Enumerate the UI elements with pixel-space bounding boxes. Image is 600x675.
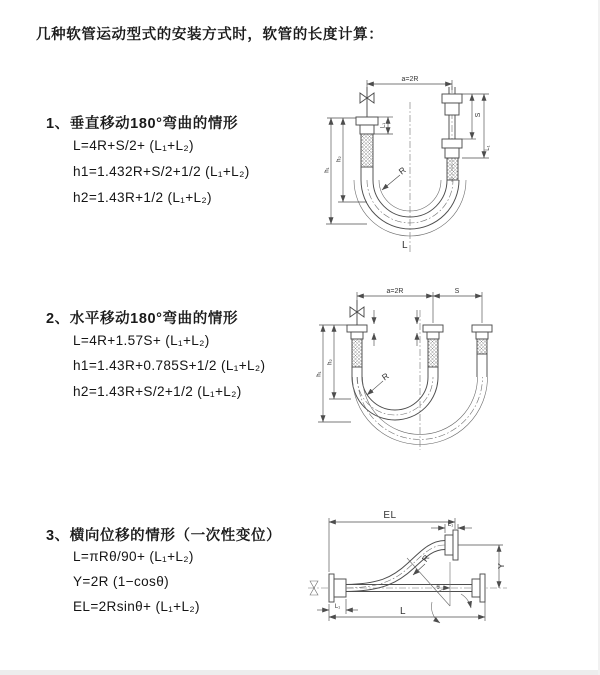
section-2-formula-L: L=4R+1.57S+ (L₁+L₂) — [73, 333, 210, 348]
dim-h1-label: h₁ — [316, 371, 323, 377]
dim-el-label: EL — [383, 510, 397, 521]
section-1-formula-h2: h2=1.43R+1/2 (L₁+L₂) — [73, 190, 212, 205]
dimension-el — [329, 510, 455, 572]
dim-l-label: L — [399, 606, 407, 617]
dimension-r — [382, 165, 408, 190]
section-3-heading: 3、横向位移的情形（一次性变位） — [46, 528, 282, 544]
hose-displaced-curve — [346, 530, 458, 592]
section-1-formula-L: L=4R+S/2+ (L₁+L₂) — [73, 138, 194, 153]
pipe-original-position — [423, 325, 443, 367]
pipe-displaced-position — [472, 325, 492, 377]
dim-l1-right-label: L₁ — [485, 145, 491, 151]
dim-l1-bottom-label: L₁ — [334, 604, 341, 610]
section-2-formula-h1: h1=1.43R+0.785S+1/2 (L₁+L₂) — [73, 358, 266, 373]
angle-theta-label: θ — [436, 585, 440, 591]
section-3-formula-L: L=πRθ/90+ (L₁+L₂) — [73, 549, 194, 564]
dim-r-label: R — [396, 164, 408, 177]
dimension-s-right — [462, 94, 491, 158]
hose-braid-right — [447, 158, 458, 180]
section-1-heading: 1、垂直移动180°弯曲的情形 — [46, 116, 239, 132]
section-3-formula-EL: EL=2Rsinθ+ (L₁+L₂) — [73, 599, 200, 614]
dimension-a2r — [367, 76, 452, 91]
diagram-vertical-180-bend — [310, 70, 590, 260]
dim-y-label: Y — [496, 563, 506, 569]
page-title: 几种软管运动型式的安装方式时，软管的长度计算： — [36, 27, 384, 43]
dimension-l1-top — [431, 522, 472, 533]
dim-h2-label: h₂ — [327, 359, 334, 365]
angle-theta — [407, 558, 471, 623]
pipe-fixed — [347, 300, 367, 367]
dim-a2r-label: a=2R — [401, 76, 419, 83]
dim-h2-label: h₂ — [336, 156, 343, 162]
dimension-a2r-s — [357, 288, 482, 323]
left-pipe-fitting — [356, 87, 378, 180]
diagram-horizontal-180-bend — [310, 282, 600, 457]
dim-l1-left-label: L₁ — [380, 122, 387, 129]
dim-s-label: S — [454, 288, 460, 295]
dim-a2r-label: a=2R — [386, 288, 404, 295]
section-1-formula-h1: h1=1.432R+S/2+1/2 (L₁+L₂) — [73, 164, 250, 179]
left-flange — [329, 574, 346, 602]
section-3-formula-Y: Y=2R (1−cosθ) — [73, 574, 169, 589]
hose-braid-left — [361, 134, 373, 167]
diagram-lateral-displacement — [300, 502, 600, 652]
dimension-r — [367, 371, 391, 395]
dimension-l1-bottom — [317, 599, 358, 614]
dim-r-label: R — [379, 370, 391, 383]
dimension-heights — [317, 325, 352, 422]
dimension-l — [329, 602, 485, 621]
dim-r-label: R — [419, 552, 432, 564]
dim-l-label: L — [401, 240, 409, 251]
dim-l1-top-label: L₁ — [447, 522, 454, 528]
dim-h1-label: h₁ — [324, 167, 331, 173]
fitting-length-arrows — [374, 310, 417, 346]
section-2-heading: 2、水平移动180°弯曲的情形 — [46, 311, 239, 327]
right-pipe-fitting — [442, 87, 462, 180]
dim-s-label: S — [475, 112, 482, 118]
section-2-formula-h2: h2=1.43R+S/2+1/2 (L₁+L₂) — [73, 384, 242, 399]
